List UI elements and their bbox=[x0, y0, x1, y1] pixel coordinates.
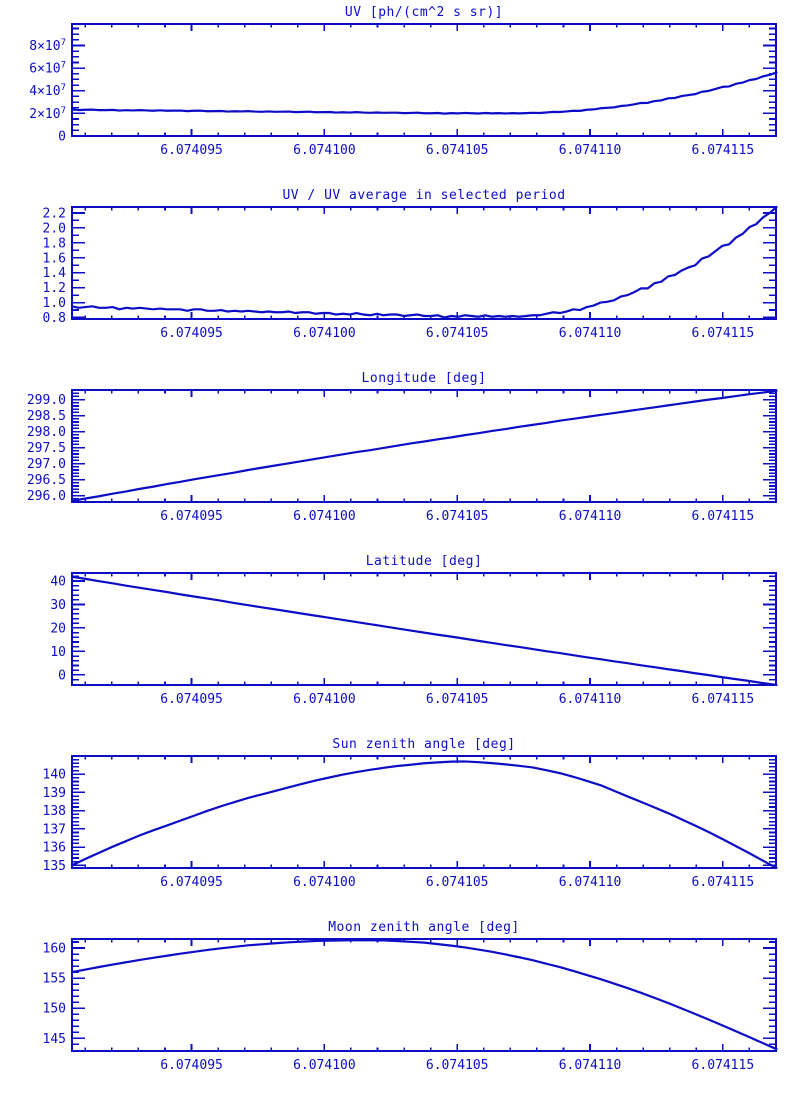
tick-label: 6.074110 bbox=[558, 1058, 622, 1073]
plot-frame bbox=[72, 24, 776, 136]
tick-label: 20 bbox=[50, 621, 66, 637]
tick-label: 145 bbox=[42, 1031, 66, 1047]
tick-label: 155 bbox=[42, 971, 66, 987]
tick-label: 296.5 bbox=[26, 473, 66, 489]
panel-longitude-chart bbox=[0, 366, 800, 549]
tick-label: $6\times 10^7$ bbox=[29, 60, 66, 77]
tick-label: 6.074115 bbox=[691, 326, 755, 341]
tick-label: 160 bbox=[42, 941, 66, 957]
tick-label: 6.074105 bbox=[425, 1058, 489, 1073]
y-axis-ticks bbox=[43, 760, 776, 874]
data-line bbox=[72, 577, 777, 685]
data-line bbox=[72, 72, 777, 113]
data-line bbox=[72, 940, 777, 1049]
tick-label: 6.074105 bbox=[425, 692, 489, 707]
tick-label: 0 bbox=[58, 129, 66, 145]
data-line bbox=[72, 391, 777, 501]
tick-label: $2\times 10^7$ bbox=[29, 105, 66, 122]
tick-label: 137 bbox=[42, 822, 66, 838]
plot-area-moon-zenith bbox=[43, 939, 777, 1073]
tick-label: 6.074105 bbox=[425, 143, 489, 158]
tick-label: 6.074100 bbox=[293, 509, 356, 524]
chart-title-uv-flux: UV [ph/(cm^2 s sr)] bbox=[344, 5, 504, 20]
tick-label: 138 bbox=[42, 804, 66, 820]
tick-label: 1.8 bbox=[42, 236, 66, 252]
tick-label: 2.0 bbox=[42, 221, 66, 237]
tick-label: 139 bbox=[42, 785, 66, 801]
tick-label: 297.0 bbox=[26, 457, 66, 473]
chart-title-sun-zenith: Sun zenith angle [deg] bbox=[332, 737, 516, 752]
tick-label: 6.074095 bbox=[160, 509, 223, 524]
tick-label: 30 bbox=[50, 597, 66, 613]
tick-label: 6.074100 bbox=[293, 875, 356, 890]
tick-label: 150 bbox=[42, 1001, 66, 1017]
tick-label: 299.0 bbox=[26, 393, 66, 409]
tick-label: 1.6 bbox=[42, 251, 66, 267]
panel-sun-zenith-chart bbox=[0, 732, 800, 915]
x-axis-ticks bbox=[85, 756, 754, 890]
y-axis-ticks bbox=[27, 393, 776, 504]
tick-label: 6.074095 bbox=[160, 692, 223, 707]
panel-uv-flux-chart bbox=[0, 0, 800, 183]
tick-label: $4\times 10^7$ bbox=[29, 83, 66, 100]
plot-frame bbox=[72, 207, 776, 319]
y-axis-ticks bbox=[43, 206, 776, 326]
tick-label: 6.074105 bbox=[425, 509, 489, 524]
chart-title-uv-ratio: UV / UV average in selected period bbox=[282, 188, 566, 203]
plot-area-longitude bbox=[27, 390, 777, 524]
tick-label: 6.074110 bbox=[558, 143, 622, 158]
data-line bbox=[72, 207, 777, 318]
tick-label: 6.074110 bbox=[558, 875, 622, 890]
tick-label: 6.074100 bbox=[293, 692, 356, 707]
tick-label: 6.074100 bbox=[293, 143, 356, 158]
tick-label: 6.074095 bbox=[160, 1058, 223, 1073]
x-axis-ticks bbox=[85, 390, 754, 524]
tick-label: 40 bbox=[50, 574, 66, 590]
tick-label: 6.074110 bbox=[558, 326, 622, 341]
panel-uv-ratio-chart bbox=[0, 183, 800, 366]
tick-label: 1.0 bbox=[42, 296, 66, 312]
tick-label: 6.074115 bbox=[691, 692, 755, 707]
x-axis-ticks bbox=[85, 573, 754, 707]
tick-label: 2.2 bbox=[42, 206, 66, 222]
tick-label: 140 bbox=[42, 767, 66, 783]
tick-label: 6.074115 bbox=[691, 875, 755, 890]
tick-label: 6.074095 bbox=[160, 143, 223, 158]
plot-area-uv-flux bbox=[29, 24, 776, 158]
tick-label: 6.074115 bbox=[691, 509, 755, 524]
tick-label: 6.074115 bbox=[691, 1058, 755, 1073]
plot-frame bbox=[72, 756, 776, 868]
tick-label: 6.074100 bbox=[293, 326, 356, 341]
tick-label: 6.074110 bbox=[558, 692, 622, 707]
tick-label: 10 bbox=[50, 644, 66, 660]
x-axis-ticks bbox=[85, 939, 754, 1073]
tick-label: 6.074105 bbox=[425, 326, 489, 341]
tick-label: 0.8 bbox=[42, 311, 66, 327]
tick-label: 6.074115 bbox=[691, 143, 755, 158]
plot-area-uv-ratio bbox=[43, 206, 777, 341]
x-axis-ticks bbox=[85, 207, 754, 341]
tick-label: 6.074095 bbox=[160, 875, 223, 890]
tick-label: 6.074095 bbox=[160, 326, 223, 341]
tick-label: 135 bbox=[42, 858, 66, 874]
chart-title-longitude: Longitude [deg] bbox=[361, 371, 487, 386]
tick-label: 296.0 bbox=[26, 489, 66, 505]
tick-label: 1.2 bbox=[42, 281, 66, 297]
tick-label: $8\times 10^7$ bbox=[29, 37, 66, 54]
data-line bbox=[72, 761, 777, 868]
plot-frame bbox=[72, 939, 776, 1051]
chart-title-latitude: Latitude [deg] bbox=[365, 554, 483, 569]
panel-latitude-chart bbox=[0, 549, 800, 732]
tick-label: 1.4 bbox=[42, 266, 66, 282]
tick-label: 297.5 bbox=[26, 441, 66, 457]
y-axis-ticks bbox=[29, 29, 776, 145]
tick-label: 6.074110 bbox=[558, 509, 622, 524]
tick-label: 136 bbox=[42, 840, 66, 856]
plot-area-latitude bbox=[50, 573, 776, 707]
tick-label: 298.5 bbox=[26, 409, 66, 425]
plot-area-sun-zenith bbox=[43, 756, 777, 890]
panel-moon-zenith-chart bbox=[0, 915, 800, 1098]
plot-frame bbox=[72, 573, 776, 685]
tick-label: 6.074100 bbox=[293, 1058, 356, 1073]
plot-frame bbox=[72, 390, 776, 502]
tick-label: 6.074105 bbox=[425, 875, 489, 890]
tick-label: 298.0 bbox=[26, 425, 66, 441]
x-axis-ticks bbox=[85, 24, 754, 158]
chart-title-moon-zenith: Moon zenith angle [deg] bbox=[328, 920, 520, 935]
tick-label: 0 bbox=[58, 668, 66, 684]
